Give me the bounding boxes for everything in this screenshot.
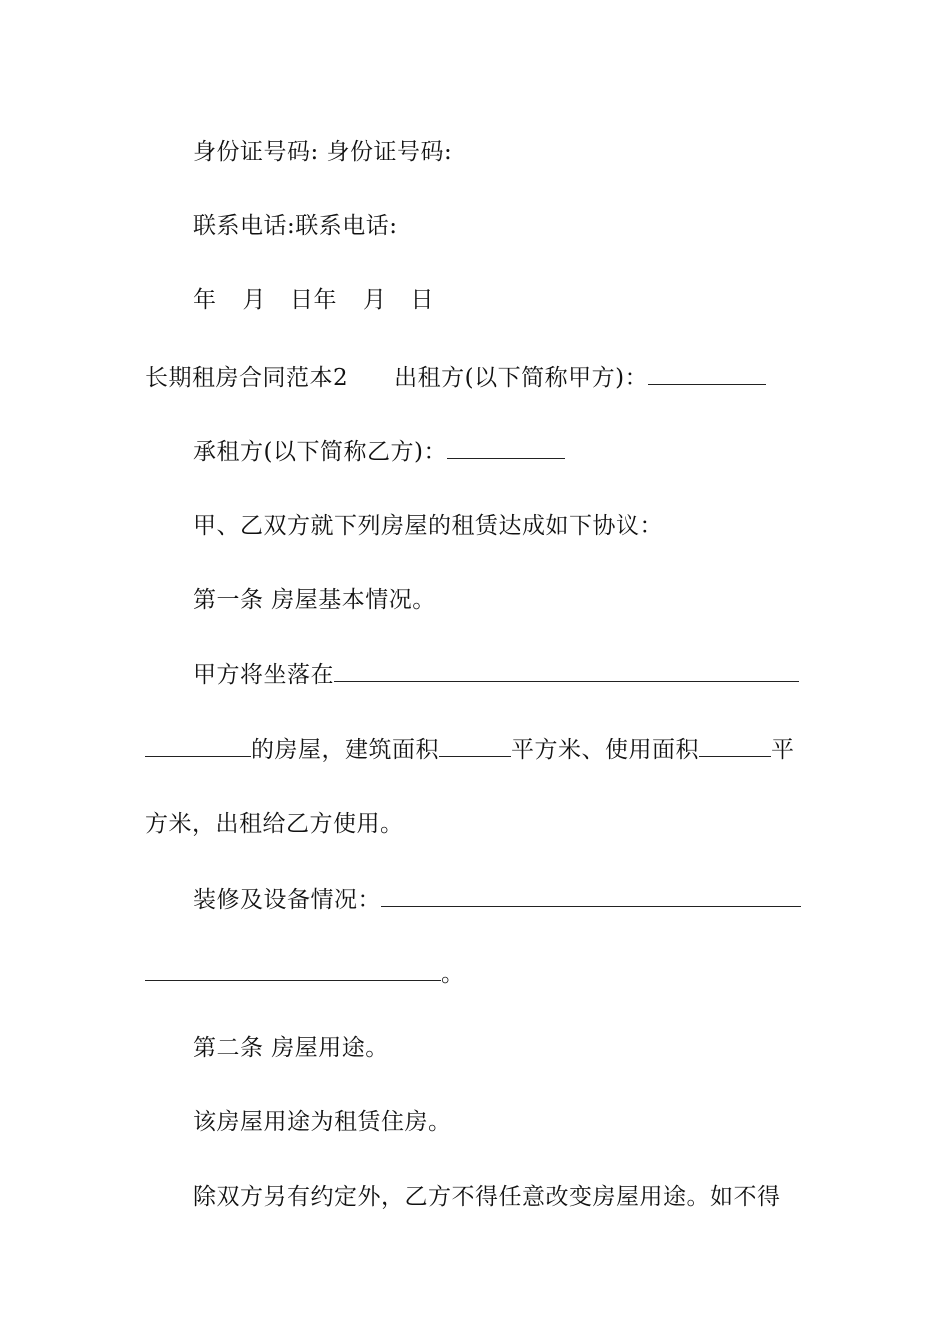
decoration-continue-line — [145, 958, 810, 989]
decoration-label: 装修及设备情况： — [193, 887, 381, 913]
article1-location: 甲方将坐落在 — [193, 662, 334, 688]
lessee-line — [193, 436, 810, 467]
lessor-label: 出租方(以下简称甲方)： — [394, 365, 649, 391]
decoration-blank-2 — [145, 958, 441, 981]
article1-house: 的房屋，建筑面积 — [251, 737, 439, 763]
article2-use: 该房屋用途为租赁住房。 — [193, 1109, 452, 1135]
address-blank — [145, 734, 251, 757]
phone-text: 联系电话:联系电话: — [193, 213, 398, 239]
lessor-blank — [648, 362, 766, 385]
date-month-2: 月 — [363, 287, 387, 313]
id-number-line — [193, 137, 810, 167]
article2-restrict: 除双方另有约定外，乙方不得任意改变房屋用途。如不得 — [193, 1184, 781, 1210]
article1-title-line — [193, 585, 810, 615]
article1-title: 第一条 房屋基本情况。 — [193, 587, 436, 613]
article1-rent-line — [145, 809, 810, 839]
article1-area-line — [145, 734, 810, 765]
contract-title-line — [145, 362, 810, 393]
article2-use-line — [193, 1107, 810, 1137]
agreement-intro: 甲、乙双方就下列房屋的租赁达成如下协议： — [193, 513, 663, 539]
lessee-blank — [447, 436, 565, 459]
location-blank — [334, 659, 799, 682]
date-month-1: 月 — [242, 287, 266, 313]
date-line — [193, 285, 810, 315]
contract-title: 长期租房合同范本2 — [145, 365, 349, 391]
article1-location-line — [193, 659, 810, 690]
article1-sqm2-start: 平 — [771, 737, 795, 763]
use-area-blank — [699, 734, 771, 757]
article1-sqm2-end: 方米，出租给乙方使用。 — [145, 811, 404, 837]
decoration-blank — [381, 884, 801, 907]
article2-title-line — [193, 1033, 810, 1063]
lessee-label: 承租方(以下简称乙方)： — [193, 439, 447, 465]
id-number-text: 身份证号码: 身份证号码: — [193, 139, 453, 165]
article1-sqm1: 平方米、使用面积 — [511, 737, 699, 763]
article2-restrict-line — [193, 1182, 810, 1212]
date-day-2: 日 — [410, 287, 434, 313]
decoration-line — [193, 884, 810, 915]
phone-line — [193, 211, 810, 241]
date-day-year-2: 日年 — [290, 287, 337, 313]
build-area-blank — [439, 734, 511, 757]
decoration-end: 。 — [441, 961, 465, 987]
date-year-1: 年 — [193, 287, 217, 313]
article2-title: 第二条 房屋用途。 — [193, 1035, 389, 1061]
agreement-intro-line — [193, 511, 810, 541]
